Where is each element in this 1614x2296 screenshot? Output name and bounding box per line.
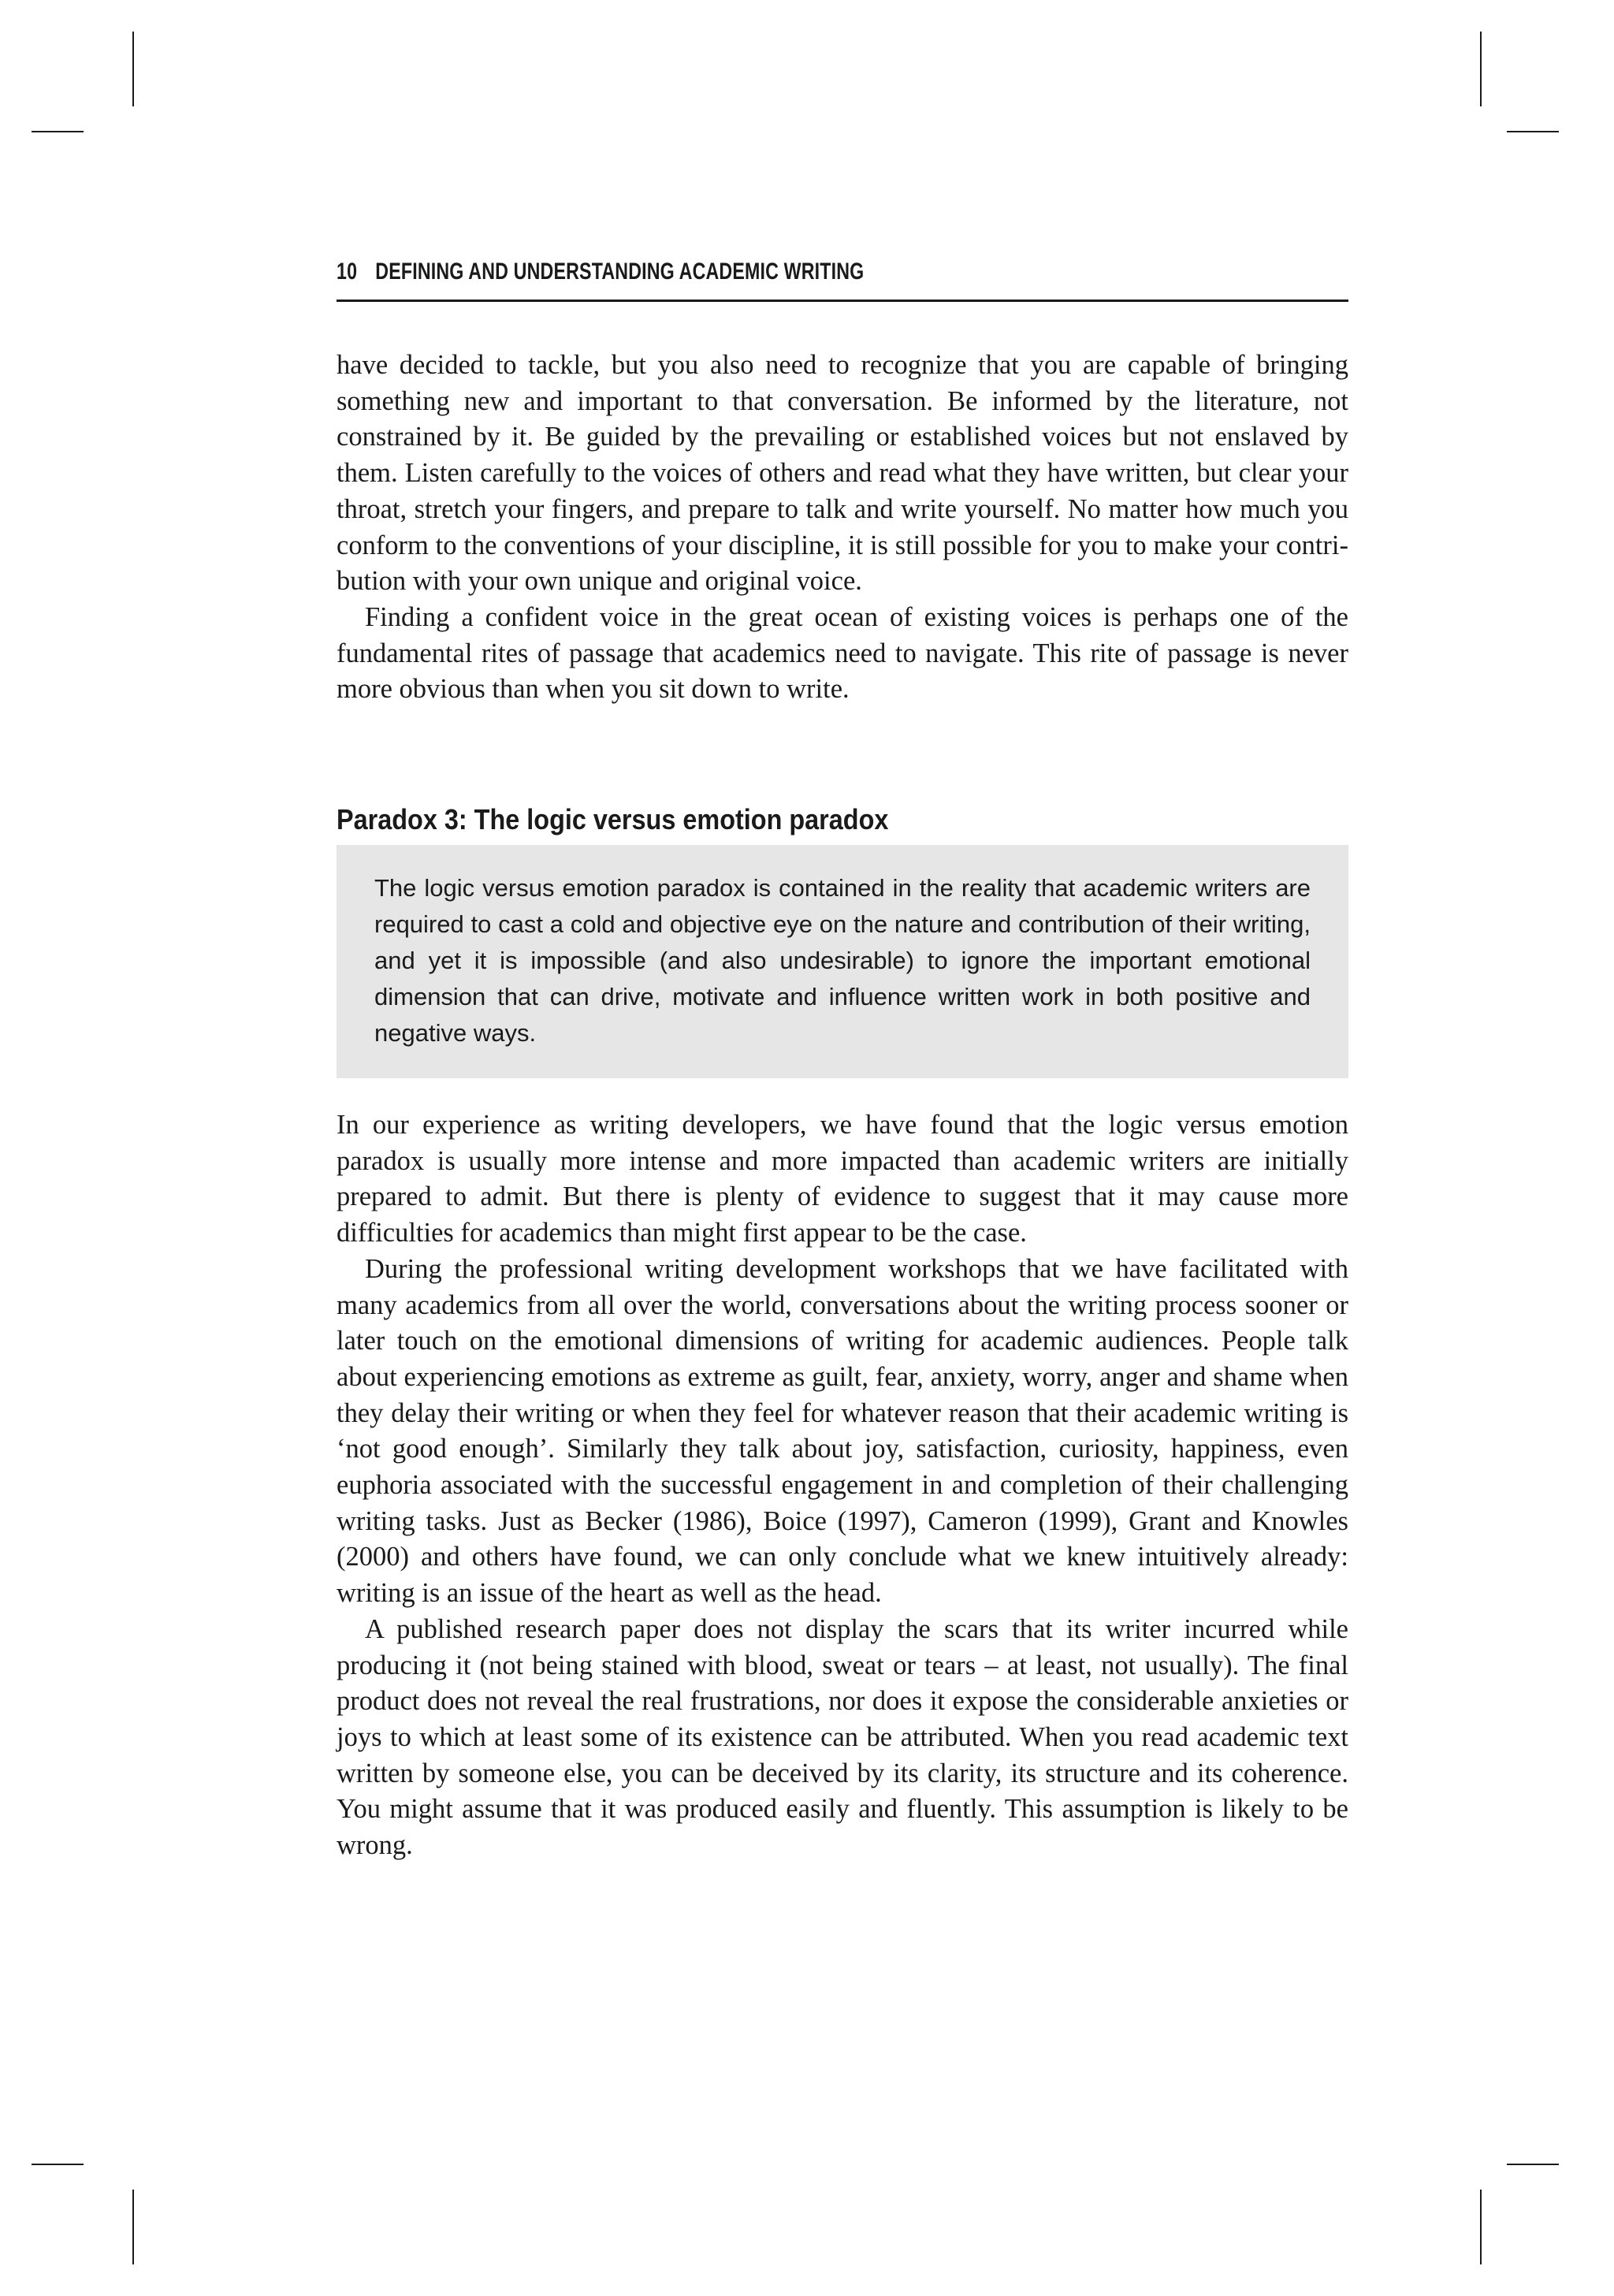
chapter-title: DEFINING AND UNDERSTANDING ACADEMIC WRITING bbox=[375, 259, 865, 285]
crop-mark-top-right-vertical bbox=[1480, 32, 1482, 106]
running-head bbox=[337, 259, 1348, 302]
crop-mark-bottom-right-vertical bbox=[1480, 2190, 1482, 2264]
paragraph: Finding a confident voice in the great ocean of existing voices is perhaps one of the fundamental rites of passage that academics need to navigate. This rite of passage is never more obvious than when you sit down to write. bbox=[337, 601, 1348, 705]
section-heading: Paradox 3: The logic versus emotion paradox bbox=[337, 803, 889, 835]
page-number: 10 bbox=[337, 259, 358, 285]
crop-mark-top-left-vertical bbox=[132, 32, 134, 106]
paragraph: A published research paper does not display the scars that its writer incurred while producing it (not being stained with blood, sweat or tears – at least, not usually). The final product does not reveal the real frustrations, nor does it expose the considerable anxieties or joys to which at least some of its existence can be attributed. When you read academic text written by someone else, you can be deceived by its clarity, its structure and its coherence. You might assume that it was produced easily and fluently. This assumption is likely to be wrong. bbox=[337, 1613, 1348, 1861]
paragraph: During the professional writing development workshops that we have facilitated with many academics from all over the world, conversations about the writing process sooner or later touch on the emotional dimensions of writing for academic audiences. People talk about experiencing emotions as extreme as guilt, fear, anxiety, worry, anger and shame when they delay their writing or when they feel for whatever reason that their academic writing is ‘not good enough’. Similarly they talk about joy, satisfaction, curiosity, happiness, even euphoria associated with the successful engagement in and completion of their challenging writing tasks. Just as Becker (1986), Boice (1997), Cameron (1999), Grant and Knowles (2000) and others have found, we can only conclude what we knew intuitively already: writing is an issue of the heart as well as the head. bbox=[337, 1253, 1348, 1609]
body-text bbox=[337, 1107, 1348, 1864]
intro-text bbox=[337, 348, 1348, 708]
crop-mark-top-right-horizontal bbox=[1507, 131, 1559, 132]
crop-mark-top-left-horizontal bbox=[32, 131, 84, 132]
crop-mark-bottom-left-horizontal bbox=[32, 2164, 84, 2165]
paragraph: have decided to tackle, but you also need to recognize that you are capable of bringing something new and important to that conversation. Be informed by the literature, not constrained by it. Be guided by the prevailing or established voices but not enslaved by them. Listen carefully to the voices of others and read what they have written, but clear your throat, stretch your fingers, and prepare to talk and write yourself. No matter how much you conform to the conventions of your discipline, it is still possible for you to make your contribution with your own unique and original voice. bbox=[337, 350, 1348, 597]
definition-callout bbox=[337, 845, 1348, 1078]
crop-mark-bottom-right-horizontal bbox=[1507, 2164, 1559, 2165]
paragraph: In our experience as writing developers, we have found that the logic versus emotion paradox is usually more intense and more impacted than academic writers are initially prepared to admit. But there is plenty of evidence to suggest that it may cause more difficulties for academics than might first appear to be the case. bbox=[337, 1110, 1348, 1248]
callout-text: The logic versus emotion paradox is contained in the reality that academic writers are required to cast a cold and objective eye on the nature and contribution of their writing, and yet it is impossible (and also undesirable) to ignore the important emotional dimension that can drive, motivate and influence written work in both positive and negative ways. bbox=[374, 874, 1311, 1047]
crop-mark-bottom-left-vertical bbox=[132, 2190, 134, 2264]
